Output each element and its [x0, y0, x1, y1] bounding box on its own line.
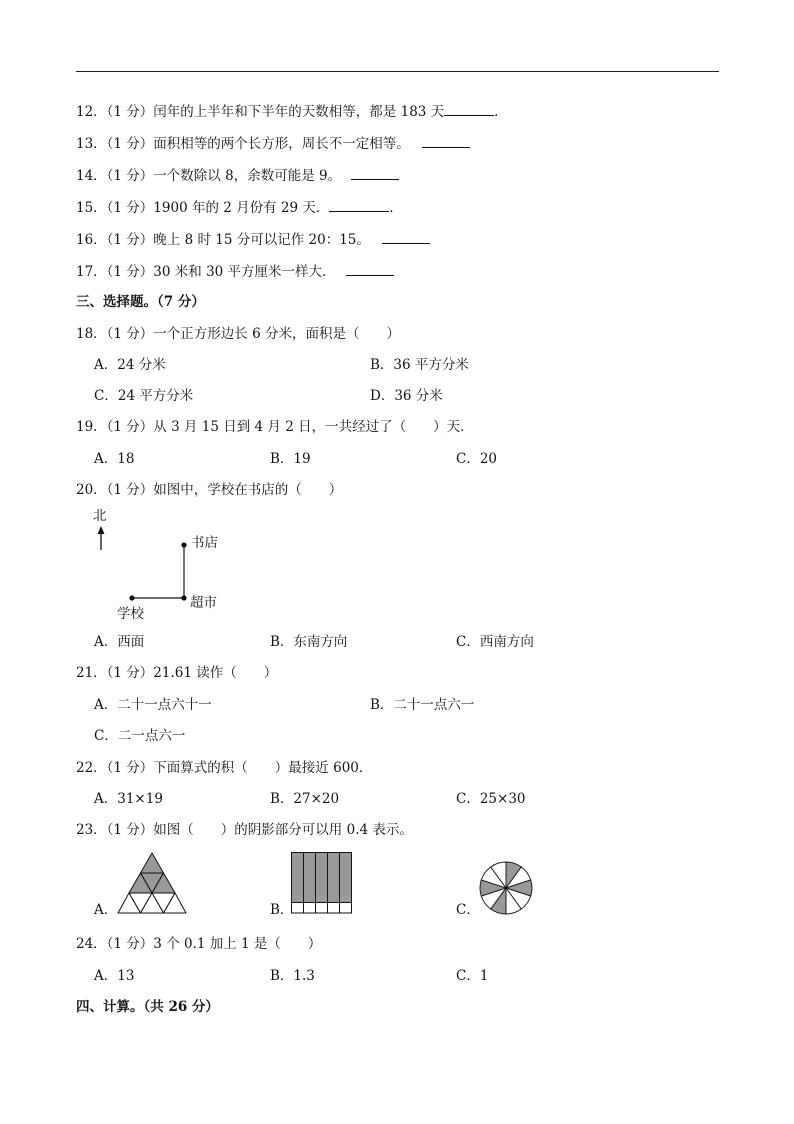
question-18: 18．（1 分）一个正方形边长 6 分米，面积是（ ） [76, 326, 400, 342]
question-24: 24．（1 分）3 个 0.1 加上 1 是（ ） [76, 936, 322, 952]
bookstore-dot [181, 542, 186, 547]
answer-blank[interactable] [382, 230, 430, 244]
option-a[interactable]: A．西面 [94, 634, 145, 650]
question-text: 15．（1 分）1900 年的 2 月份有 29 天． [76, 200, 330, 216]
option-b[interactable]: B．27×20 [270, 791, 340, 807]
answer-blank[interactable] [351, 166, 399, 180]
answer-blank[interactable] [329, 198, 389, 212]
option-b[interactable]: B．19 [270, 451, 311, 467]
map-roads [126, 540, 190, 602]
question-17 [76, 262, 394, 281]
option-a[interactable]: A． [94, 902, 118, 918]
question-13 [76, 134, 470, 153]
question-text: 12．（1 分）闰年的上半年和下半年的天数相等，都是 183 天 [76, 104, 445, 120]
question-text: 16．（1 分）晚上 8 时 15 分可以记作 20：15。 [76, 232, 370, 248]
answer-blank[interactable] [422, 134, 470, 148]
question-23: 23．（1 分）如图（ ）的阴影部分可以用 0.4 表示。 [76, 822, 413, 838]
supermarket-dot [181, 595, 186, 600]
header-rule [76, 71, 719, 72]
section-heading-4: 四、计算。（共 26 分） [76, 999, 219, 1015]
question-end: ． [494, 104, 508, 120]
option-b[interactable]: B．东南方向 [270, 634, 348, 650]
option-c[interactable]: C．20 [456, 451, 498, 467]
option-b[interactable]: B．1.3 [270, 968, 315, 984]
question-22: 22．（1 分）下面算式的积（ ）最接近 600． [76, 760, 373, 776]
option-a[interactable]: A．31×19 [94, 791, 163, 807]
question-text: 13．（1 分）面积相等的两个长方形，周长不一定相等。 [76, 136, 410, 152]
north-arrow-icon [94, 526, 110, 552]
option-a[interactable]: A．二十一点六十一 [94, 697, 212, 713]
answer-blank[interactable] [346, 262, 394, 276]
school-label: 学校 [117, 606, 144, 622]
option-a[interactable]: A．18 [94, 451, 135, 467]
north-label: 北 [93, 508, 107, 524]
option-c[interactable]: C．西南方向 [456, 634, 534, 650]
question-end: ． [389, 200, 403, 216]
question-text: 17．（1 分）30 米和 30 平方厘米一样大． [76, 264, 336, 280]
option-d[interactable]: D．36 分米 [370, 388, 443, 404]
question-14 [76, 166, 399, 185]
question-12 [76, 102, 508, 121]
question-15 [76, 198, 403, 217]
option-c[interactable]: C．1 [456, 968, 489, 984]
bookstore-label: 书店 [191, 535, 218, 551]
pie-circle-figure [478, 860, 534, 916]
option-b[interactable]: B． [270, 902, 294, 918]
question-21: 21．（1 分）21.61 读作（ ） [76, 665, 278, 681]
question-20: 20．（1 分）如图中，学校在书店的（ ） [76, 482, 343, 498]
bar-grid-figure [291, 852, 354, 914]
option-a[interactable]: A．24 分米 [94, 357, 166, 373]
question-19: 19．（1 分）从 3 月 15 日到 4 月 2 日，一共经过了（ ）天． [76, 419, 474, 435]
option-b[interactable]: B．二十一点六一 [370, 697, 475, 713]
question-text: 14．（1 分）一个数除以 8，余数可能是 9。 [76, 168, 342, 184]
question-16 [76, 230, 430, 249]
option-c[interactable]: C． [456, 902, 480, 918]
section-heading-3: 三、选择题。（7 分） [76, 294, 205, 310]
triangle-figure [117, 852, 187, 914]
school-dot [129, 595, 134, 600]
option-a[interactable]: A．13 [94, 968, 135, 984]
option-c[interactable]: C．二一点六一 [94, 728, 186, 744]
option-b[interactable]: B．36 平方分米 [370, 357, 469, 373]
option-c[interactable]: C．24 平方分米 [94, 388, 194, 404]
supermarket-label: 超市 [190, 595, 217, 611]
option-c[interactable]: C．25×30 [456, 791, 526, 807]
answer-blank[interactable] [444, 102, 494, 116]
